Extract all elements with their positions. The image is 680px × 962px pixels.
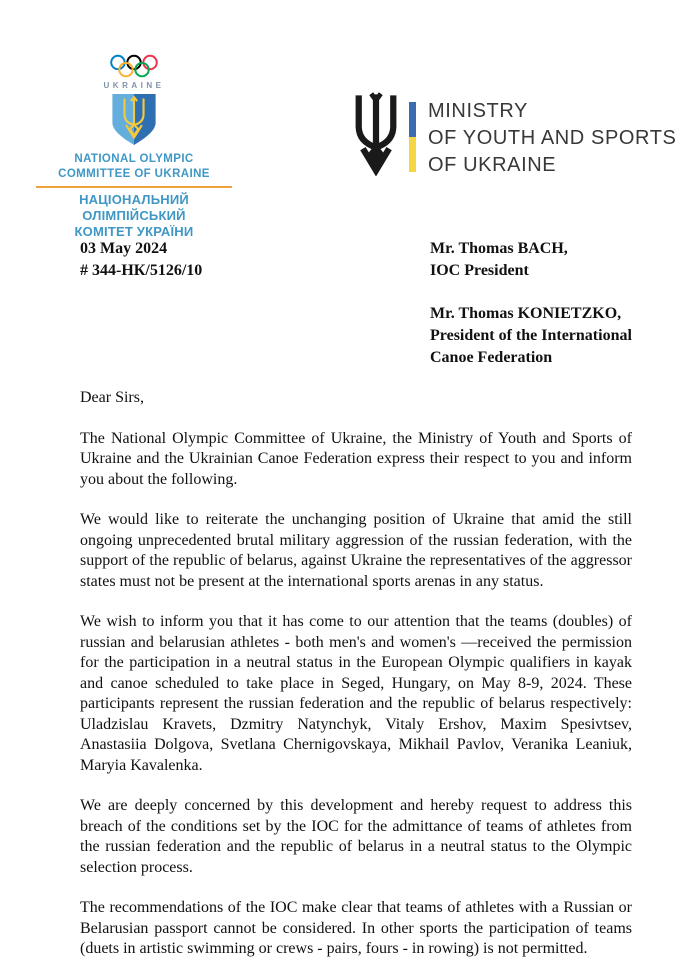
noc-name-uk-line2: КОМІТЕТ УКРАЇНИ xyxy=(74,224,194,239)
noc-divider xyxy=(36,186,232,188)
noc-name-en-line2: COMMITTEE OF UKRAINE xyxy=(58,168,210,180)
letter-reference-number: # 344-НК/5126/10 xyxy=(80,262,203,279)
olympic-rings-icon xyxy=(109,54,159,79)
addressee-title-line1: President of the International xyxy=(430,327,632,344)
date-reference-block xyxy=(80,238,202,282)
paragraph-position: We would like to reiterate the unchanging position of Ukraine that amid the still ongoing unprecedented brutal military aggression of the russian federation, with the support of the republic of belarus, against Ukraine the representatives of the aggressor states must not be present at the international sports arenas in any status. xyxy=(80,511,632,590)
addressee-title-line2: Canoe Federation xyxy=(430,349,553,366)
ukraine-shield-trident-icon xyxy=(110,93,158,146)
paragraph-recommendations: The recommendations of the IOC make clear that teams of athletes with a Russian or Belarusian passport cannot be considered. In other sports the participation of teams (duets in artistic swimming or crews - pairs, fours - in rowing) is not permitted. xyxy=(80,899,632,957)
noc-name-ukrainian xyxy=(36,192,232,240)
paragraph-introduction: The National Olympic Committee of Ukraine, the Ministry of Youth and Sports of Ukraine and the Ukrainian Canoe Federation express their respect to you and inform you about the following. xyxy=(80,429,632,488)
addressee-title: IOC President xyxy=(430,262,529,279)
letter-date: 03 May 2024 xyxy=(80,240,168,257)
ministry-logo xyxy=(352,92,676,179)
noc-name-english xyxy=(36,152,232,182)
addressee-name: Mr. Thomas KONIETZKO, xyxy=(430,305,622,322)
paragraph-notification: We wish to inform you that it has come to our attention that the teams (doubles) of russian and belarusian athletes - both men's and women's —received the permission for the participation in a neutral status in the European Olympic qualifiers in kayak and canoe scheduled to take place in Seged, Hungary, on May 8-9, 2024. These participants represent the russian federation and the republic of belarus respectively: Uladzislau Kravets, Dzmitry Natynchyk, Vitaly Ershov, Maxim Spesivtsev, Anastasiia Dolgova, Svetlana Chernigovskaya, Mikhail Pavlov, Veranika Leaniuk, Maryia Kavalenka. xyxy=(80,613,632,774)
addressee-block xyxy=(430,238,632,369)
ministry-name-line2: OF YOUTH AND SPORTS xyxy=(428,127,677,149)
ministry-trident-icon xyxy=(352,92,400,176)
ministry-name-line1: MINISTRY xyxy=(428,100,528,122)
noc-country-label: UKRAINE xyxy=(103,81,165,90)
ministry-name-line3: OF UKRAINE xyxy=(428,154,557,176)
salutation: Dear Sirs, xyxy=(80,389,144,406)
ministry-name xyxy=(428,98,676,179)
addressee-ioc-president xyxy=(430,238,632,282)
noc-logo xyxy=(36,54,232,240)
noc-name-uk-line1: НАЦІОНАЛЬНИЙ ОЛІМПІЙСЬКИЙ xyxy=(79,192,189,223)
addressee-icf-president xyxy=(430,303,632,369)
ukraine-flag-bar xyxy=(409,102,416,172)
paragraph-concern: We are deeply concerned by this development and hereby request to address this breach of the conditions set by the IOC for the admittance of teams of athletes from the russian federation and the republic of belarus in a neutral status to the Olympic selection process. xyxy=(80,797,632,876)
letter-body xyxy=(80,388,632,962)
addressee-name: Mr. Thomas BACH, xyxy=(430,240,568,257)
noc-name-en-line1: NATIONAL OLYMPIC xyxy=(74,153,194,165)
